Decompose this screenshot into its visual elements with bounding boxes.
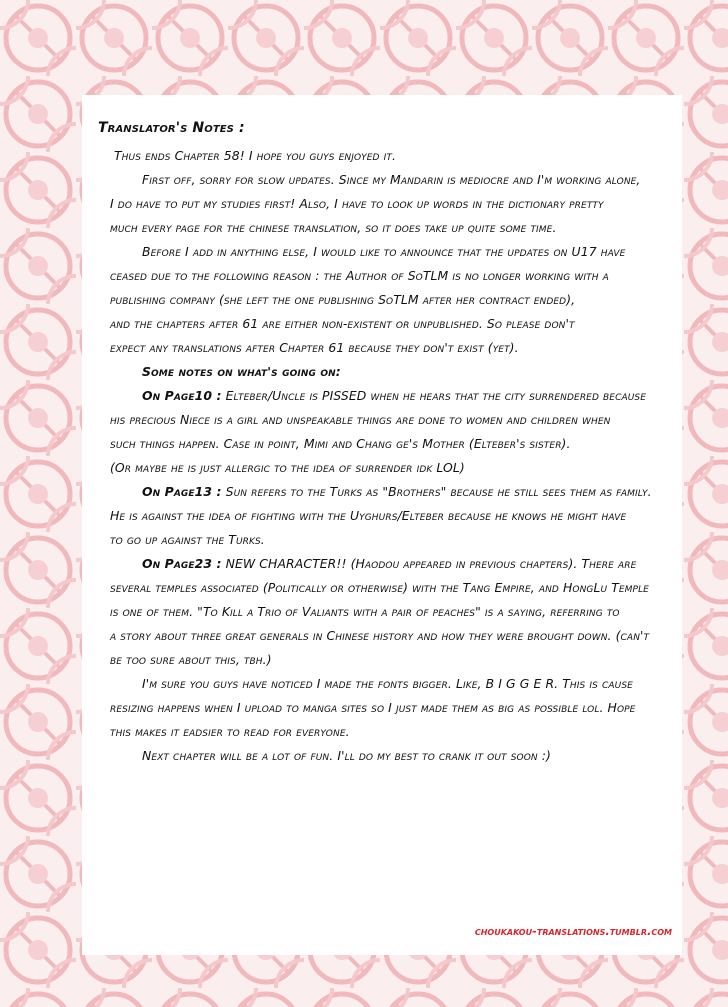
note-text: Elteber/Uncle is PISSED when he hears that the city surrendered because (221, 388, 647, 403)
note-line: be too sure about this, tbh.) (110, 652, 272, 667)
note-line (98, 552, 688, 576)
page-reference-label: On Page23 : (142, 556, 222, 571)
notes-body (98, 144, 688, 768)
note-line: ceased due to the following reason : the Author of SoTLM is no longer working with a (110, 268, 609, 283)
note-line: his precious Niece is a girl and unspeakable things are done to women and children when (110, 412, 611, 427)
notes-title: Translator's Notes : (98, 120, 245, 136)
page-reference-label: On Page10 : (142, 388, 222, 403)
note-line: several temples associated (Politically or otherwise) with the Tang Empire, and HongLu Temple (110, 580, 649, 595)
note-line: I do have to put my studies first! Also, I have to look up words in the dictionary pretty (110, 196, 604, 211)
note-text: NEW CHARACTER!! (Haodou appeared in previous chapters). There are (221, 556, 637, 571)
note-line: a story about three great generals in Chinese history and how they were brought down. (can't (110, 628, 650, 643)
note-line: is one of them. "To Kill a Trio of Valiants with a pair of peaches" is a saying, referring to (110, 604, 620, 619)
note-line: and the chapters after 61 are either non-existent or unpublished. So please don't (110, 316, 575, 331)
note-line: I'm sure you guys have noticed I made the fonts bigger. Like, B I G G E R. This is cause (142, 676, 633, 691)
note-line (98, 384, 688, 408)
note-line: such things happen. Case in point, Mimi and Chang ge's Mother (Elteber's sister). (110, 436, 571, 451)
note-line: Next chapter will be a lot of fun. I'll do my best to crank it out soon :) (142, 748, 551, 763)
note-line: much every page for the chinese translation, so it does take up quite some time. (110, 220, 557, 235)
note-line: Thus ends Chapter 58! I hope you guys enjoyed it. (114, 148, 396, 163)
note-line: First off, sorry for slow updates. Since my Mandarin is mediocre and I'm working alone, (142, 172, 641, 187)
note-line: publishing company (she left the one publishing SoTLM after her contract ended), (110, 292, 576, 307)
note-line: (Or maybe he is just allergic to the idea of surrender idk LOL) (110, 460, 465, 475)
note-text: Sun refers to the Turks as "Brothers" because he still sees them as family. (221, 484, 652, 499)
note-line: He is against the idea of fighting with the Uyghurs/Elteber because he knows he might have (110, 508, 627, 523)
note-line: Some notes on what's going on: (142, 364, 341, 379)
note-line: to go up against the Turks. (110, 532, 265, 547)
note-line: resizing happens when I upload to manga sites so I just made them as big as possible lol. Hope (110, 700, 636, 715)
page-reference-label: On Page13 : (142, 484, 222, 499)
tumblr-link[interactable]: choukakou-translations.tumblr.com (474, 924, 672, 938)
note-line: expect any translations after Chapter 61 because they don't exist (yet). (110, 340, 519, 355)
note-line: Before I add in anything else, I would like to announce that the updates on U17 have (142, 244, 626, 259)
note-line: this makes it eadsier to read for everyone. (110, 724, 350, 739)
note-line (98, 480, 688, 504)
translator-notes (98, 120, 688, 768)
